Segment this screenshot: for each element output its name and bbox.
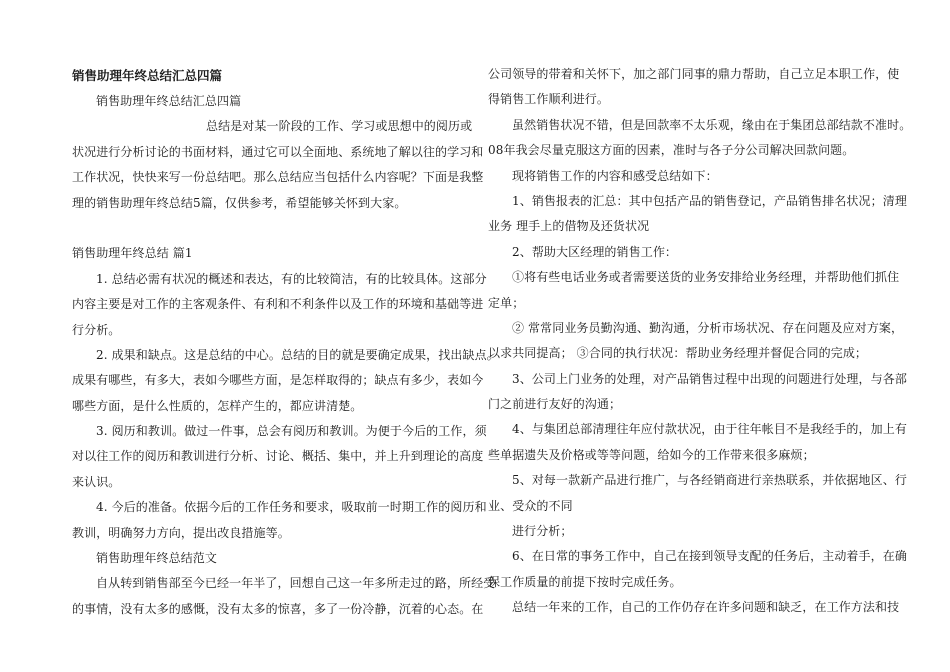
left-column-line: 对以往工作的阅历和教训进行分析、讨论、概括、集中，并上升到理论的高度 xyxy=(72,449,484,464)
left-column-line: 教训，明确努力方向，提出改良措施等。 xyxy=(72,525,290,540)
right-column-line: 些单据遗失及价格或等等问题，给如今的工作带来很多麻烦； xyxy=(488,447,815,462)
right-column-line: 进行分析； xyxy=(512,524,573,539)
left-column-line: 哪些方面，是什么性质的，怎样产生的，都应讲清楚。 xyxy=(72,398,363,413)
right-column-line: ①将有些电话业务或者需要送货的业务安排给业务经理，并帮助他们抓住 xyxy=(512,270,900,285)
left-column-line: 理的销售助理年终总结5篇，仅供参考，希望能够关怀到大家。 xyxy=(72,195,407,210)
left-column-line: 自从转到销售部至今已经一年半了，回想自己这一年多所走过的路，所经受 xyxy=(96,576,496,591)
left-column-line xyxy=(72,216,470,241)
right-column-line: 5、对每一款新产品进行推广，与各经销商进行亲热联系，并依据地区、行 xyxy=(512,473,907,488)
left-column-line: 销售助理年终总结汇总四篇 xyxy=(96,94,242,108)
right-column-line: 保工作质量的前提下按时完成任务。 xyxy=(488,574,682,589)
left-column-line: 销售助理年终总结范文 xyxy=(96,551,218,566)
right-column-line: 业务 理手上的借物及还货状况 xyxy=(488,219,650,234)
right-column-line: 2、帮助大区经理的销售工作： xyxy=(512,244,678,259)
right-column-line: 3、公司上门业务的处理，对产品销售过程中出现的问题进行处理，与各部 xyxy=(512,371,907,386)
right-column-line: 公司领导的带着和关怀下，加之部门同事的鼎力帮助，自己立足本职工作，使 xyxy=(488,67,900,81)
left-column-line: 销售助理年终总结 篇1 xyxy=(72,246,193,261)
left-column-line: 成果有哪些，有多大，表如今哪些方面，是怎样取得的；缺点有多少，表如今 xyxy=(72,373,484,388)
left-column-line: 2. 成果和缺点。这是总结的中心。总结的目的就是要确定成果，找出缺点。 xyxy=(96,347,499,362)
left-column-line: 总结是对某一阶段的工作、学习或思想中的阅历或 xyxy=(206,119,473,134)
left-column-line: 来认识。 xyxy=(72,474,121,489)
left-column-line: 状况进行分析讨论的书面材料，通过它可以全面地、系统地了解以往的学习和 xyxy=(72,144,484,159)
left-column-line: 1. 总结必需有状况的概述和表达，有的比较简洁，有的比较具体。这部分 xyxy=(96,271,487,286)
left-column-line: 3. 阅历和教训。做过一件事，总会有阅历和教训。为便于今后的工作，须 xyxy=(96,424,487,439)
right-column-line: 1、销售报表的汇总：其中包括产品的销售登记，产品销售排名状况；清理 xyxy=(512,193,907,208)
left-column-line: 内容主要是对工作的主客观条件、有利和不利条件以及工作的环境和基础等进 xyxy=(72,297,484,312)
right-column-line: 总结一年来的工作，自己的工作仍存在许多问题和缺乏，在工作方法和技 xyxy=(512,600,900,615)
right-column-line: 以求共同提高； ③合同的执行状况：帮助业务经理并督促合同的完成； xyxy=(488,346,868,361)
left-column-line: 4. 今后的准备。依据今后的工作任务和要求，吸取前一时期工作的阅历和 xyxy=(96,500,487,515)
right-column-line: 定单； xyxy=(488,295,525,310)
right-column-line: 6、在日常的事务工作中，自己在接到领导支配的任务后，主动着手，在确 xyxy=(512,549,907,564)
left-column-line: 行分析。 xyxy=(72,322,121,337)
right-column-line: 虽然销售状况不错，但是回款率不太乐观，缘由在于集团总部结款不准时。 xyxy=(512,117,912,132)
document-title: 销售助理年终总结汇总四篇 xyxy=(72,68,223,83)
right-column-line: 门之前进行友好的沟通； xyxy=(488,397,622,412)
right-column-line: ② 常常同业务员勤沟通、勤沟通，分析市场状况、存在问题及应对方案， xyxy=(512,320,904,335)
left-column-line: 工作状况，快快来写一份总结吧。那么总结应当包括什么内容呢？下面是我整 xyxy=(72,170,484,185)
right-column-line: 4、与集团总部清理往年应付款状况，由于往年帐目不是我经手的，加上有 xyxy=(512,422,907,437)
right-column-line: 得销售工作顺利进行。 xyxy=(488,92,610,107)
right-column-line: 业、受众的不同 xyxy=(488,498,573,513)
right-column xyxy=(488,62,912,621)
right-column-line: 现将销售工作的内容和感受总结如下： xyxy=(512,168,718,183)
left-column xyxy=(72,89,499,622)
left-column-line: 的事情，没有太多的感慨，没有太多的惊喜，多了一份冷静，沉着的心态。在 xyxy=(72,601,484,616)
right-column-line: 08年我会尽量克服这方面的因素，准时与各子分公司解决回款问题。 xyxy=(488,143,855,158)
